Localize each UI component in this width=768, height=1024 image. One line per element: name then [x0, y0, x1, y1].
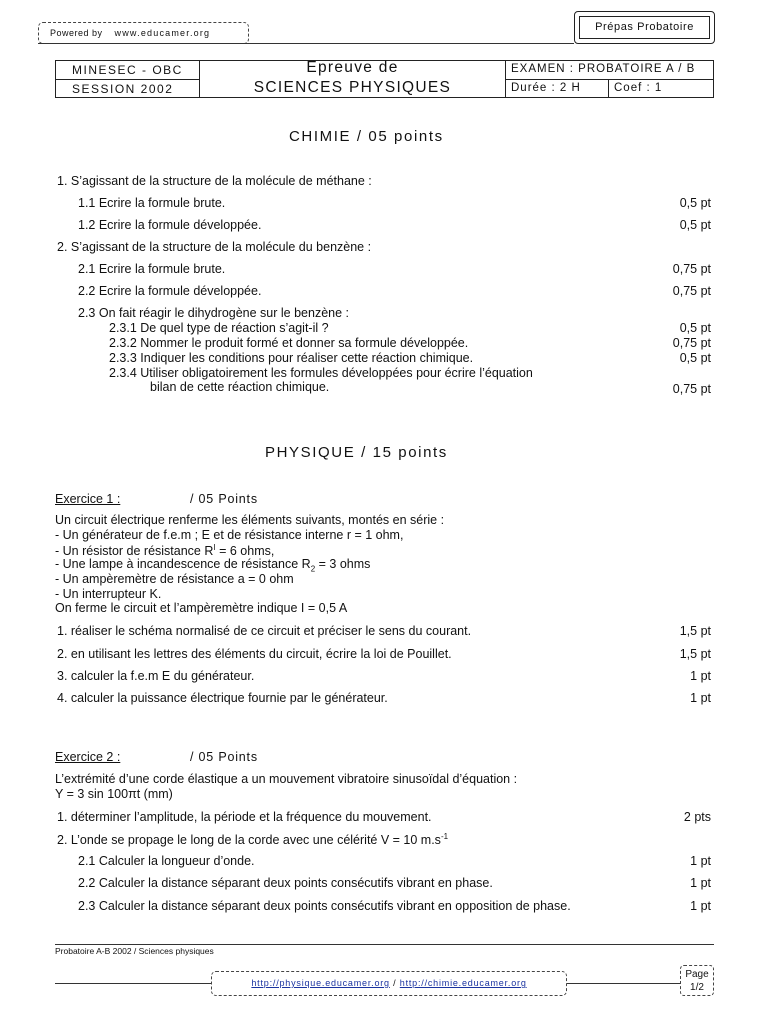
chimie-q1-2: 1.2 Ecrire la formule développée. [78, 218, 262, 232]
ex1-item-resistor [55, 543, 274, 558]
powered-label: Powered by [50, 28, 103, 38]
ex2-q2-1: 2.1 Calculer la longueur d’onde. [78, 854, 255, 868]
chimie-q2-3-3-points: 0,5 pt [679, 351, 711, 365]
footer-links-box [211, 971, 567, 996]
ex2-q2-3: 2.3 Calculer la distance séparant deux points consécutifs vibrant en opposition de phase. [78, 899, 571, 913]
ex2-q2-text: 2. L’onde se propage le long de la corde avec une célérité V = 10 m.s [57, 833, 441, 848]
ex1-q2: 2. en utilisant les lettres des éléments du circuit, écrire la loi de Pouillet. [57, 647, 452, 661]
title-line2: SCIENCES PHYSIQUES [253, 79, 452, 96]
ex2-q1: 1. déterminer l’amplitude, la période et la fréquence du mouvement. [57, 810, 432, 824]
physique-title: PHYSIQUE / 15 points [265, 444, 448, 461]
header-right-cell [506, 60, 714, 98]
page-label: Page [685, 969, 709, 980]
ex1-item-resistor-a: - Un résistor de résistance R [55, 544, 214, 559]
chimie-q2-3: 2.3 On fait réagir le dihydrogène sur le benzène : [78, 306, 350, 320]
chimie-q2-3-4-points: 0,75 pt [672, 382, 711, 396]
ex1-points: / 05 Points [190, 492, 258, 506]
ex1-q3-points: 1 pt [690, 669, 711, 683]
chimie-q1-1-points: 0,5 pt [679, 196, 711, 210]
prepas-label: Prépas Probatoire [579, 16, 710, 39]
title-line1: Epreuve de [306, 59, 399, 76]
ex1-q1-points: 1,5 pt [679, 624, 711, 638]
chimie-q2-3-1-points: 0,5 pt [679, 321, 711, 335]
chimie-q1: 1. S’agissant de la structure de la molécule de méthane : [57, 174, 372, 188]
physique-link[interactable]: http://physique.educamer.org [251, 978, 390, 988]
duration-label: Durée : 2 H [511, 82, 581, 94]
ex1-q3: 3. calculer la f.e.m E du générateur. [57, 669, 255, 683]
ex1-title: Exercice 1 : [55, 492, 121, 506]
ex1-item-generator: - Un générateur de f.e.m ; E et de résistance interne r = 1 ohm, [55, 528, 404, 542]
chimie-q2-3-4-line1: 2.3.4 Utiliser obligatoirement les formules développées pour écrire l’équation [109, 366, 533, 380]
ex1-item-lamp-a: - Une lampe à incandescence de résistance R [55, 557, 311, 571]
chimie-q2-2: 2.2 Ecrire la formule développée. [78, 284, 262, 298]
chimie-q2-1-points: 0,75 pt [672, 262, 711, 276]
ex1-closing: On ferme le circuit et l’ampèremètre indique I = 0,5 A [55, 601, 348, 615]
chimie-q2-1: 2.1 Ecrire la formule brute. [78, 262, 226, 276]
ex1-q2-points: 1,5 pt [679, 647, 711, 661]
page-number: 1/2 [690, 982, 704, 993]
footer-divider [55, 944, 714, 945]
ex1-q4: 4. calculer la puissance électrique fournie par le générateur. [57, 691, 388, 705]
coef-label: Coef : 1 [614, 82, 663, 94]
powered-by-box [38, 22, 249, 44]
chimie-q2: 2. S’agissant de la structure de la molécule du benzène : [57, 240, 372, 254]
ex1-item-resistor-b: = 6 ohms, [215, 544, 275, 559]
ex2-title: Exercice 2 : [55, 750, 121, 764]
ex1-q1: 1. réaliser le schéma normalisé de ce circuit et préciser le sens du courant. [57, 624, 472, 638]
exam-label: EXAMEN : PROBATOIRE A / B [511, 63, 696, 75]
top-divider [38, 43, 574, 44]
ex2-q2-sup: -1 [440, 832, 449, 841]
ex2-q2-2: 2.2 Calculer la distance séparant deux points consécutifs vibrant en phase. [78, 876, 493, 890]
prepas-badge [574, 11, 715, 44]
ex1-item-switch: - Un interrupteur K. [55, 587, 162, 601]
ex1-intro: Un circuit électrique renferme les éléments suivants, montés en série : [55, 513, 445, 527]
ex2-q2-1-points: 1 pt [690, 854, 711, 868]
chimie-q1-2-points: 0,5 pt [679, 218, 711, 232]
ex2-equation: Y = 3 sin 100πt (mm) [55, 787, 173, 801]
powered-url: www.educamer.org [114, 28, 211, 38]
ex2-q2-2-points: 1 pt [690, 876, 711, 890]
ex1-item-resistor-sup: I [213, 543, 216, 552]
chimie-q2-3-1: 2.3.1 De quel type de réaction s’agit-il ? [109, 321, 329, 335]
chimie-q2-3-2: 2.3.2 Nommer le produit formé et donner sa formule développée. [109, 336, 469, 350]
chimie-title: CHIMIE / 05 points [289, 128, 444, 145]
session-label: SESSION 2002 [72, 82, 174, 96]
org-label: MINESEC - OBC [72, 63, 183, 77]
ex1-item-ammeter: - Un ampèremètre de résistance a = 0 ohm [55, 572, 294, 586]
ex2-q1-points: 2 pts [683, 810, 711, 824]
footer-label: Probatoire A-B 2002 / Sciences physiques [55, 946, 214, 956]
ex2-points: / 05 Points [190, 750, 258, 764]
page-indicator [680, 965, 714, 996]
chimie-q2-3-2-points: 0,75 pt [672, 336, 711, 350]
ex2-intro: L’extrémité d’une corde élastique a un mouvement vibratoire sinusoïdal d’équation : [55, 772, 518, 786]
header-left-cell [55, 60, 200, 98]
chimie-link[interactable]: http://chimie.educamer.org [399, 978, 527, 988]
chimie-q1-1: 1.1 Ecrire la formule brute. [78, 196, 226, 210]
ex1-item-lamp-sub: 2 [310, 564, 316, 574]
chimie-q2-3-3: 2.3.3 Indiquer les conditions pour réaliser cette réaction chimique. [109, 351, 474, 365]
ex2-q2 [57, 832, 448, 847]
chimie-q2-3-4-line2: bilan de cette réaction chimique. [150, 380, 330, 394]
link-separator: / [389, 978, 400, 988]
chimie-q2-2-points: 0,75 pt [672, 284, 711, 298]
ex2-q2-3-points: 1 pt [690, 899, 711, 913]
ex1-item-lamp-b: = 3 ohms [315, 557, 371, 571]
ex1-q4-points: 1 pt [690, 691, 711, 705]
header-title-cell [200, 60, 506, 98]
